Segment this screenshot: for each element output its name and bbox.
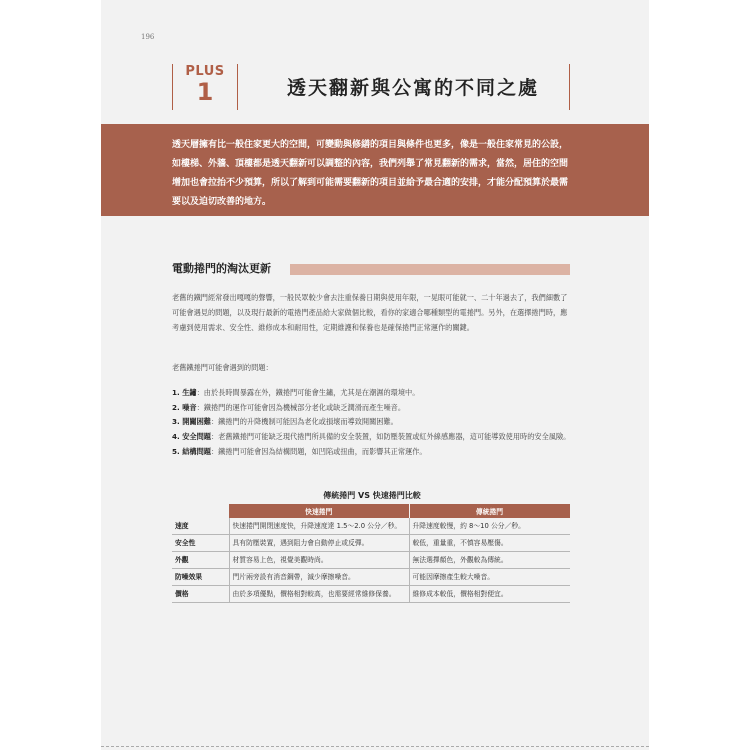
table-header-blank: [172, 504, 229, 518]
row-label: 防噪效果: [172, 569, 229, 586]
table-row: [172, 518, 570, 535]
plus-label: PLUS: [185, 64, 225, 79]
fast-cell: 門片兩旁設有消音鋼帶，減少摩擦噪音。: [229, 569, 409, 586]
title-divider: [569, 64, 570, 110]
row-label: 速度: [172, 518, 229, 535]
table-header-traditional: 傳統捲門: [409, 504, 570, 518]
table-row: [172, 569, 570, 586]
book-page: [101, 0, 649, 750]
fast-cell: 快速捲門開閉速度快，升降速度達 1.5～2.0 公分／秒。: [229, 518, 409, 535]
problem-label: 4. 安全問題: [172, 432, 211, 442]
chapter-title: 透天翻新與公寓的不同之處: [287, 77, 540, 99]
section-title: 電動捲門的淘汰更新: [172, 262, 271, 275]
page-bottom-edge: [101, 744, 649, 747]
list-item: [172, 415, 572, 430]
row-label: 安全性: [172, 535, 229, 552]
list-item: [172, 430, 572, 445]
table-header-row: [172, 504, 570, 518]
table-row: [172, 552, 570, 569]
table-row: [172, 535, 570, 552]
problem-text: ：老舊鐵捲門可能缺乏現代捲門所具備的安全裝置，如防壓裝置或紅外線感應器，這可能導致使用時的安全風險。: [210, 432, 571, 442]
problem-text: ：鐵捲門的運作可能會因為機械部分老化或缺乏潤滑而產生噪音。: [196, 402, 406, 412]
list-item: [172, 445, 572, 460]
table-row: [172, 586, 570, 603]
problem-text: ：鐵捲門可能會因為結構問題，如凹陷或扭曲，而影響其正常運作。: [210, 446, 427, 456]
section-paragraph-2: 老舊鐵捲門可能會遇到的問題：: [172, 363, 273, 372]
problem-text: ：由於長時間暴露在外，鐵捲門可能會生鏽，尤其是在潮濕的環境中。: [196, 388, 420, 397]
problem-label: 5. 結構問題: [172, 446, 211, 456]
list-item: [172, 386, 572, 401]
row-label: 價格: [172, 586, 229, 603]
fast-cell: 具有防壓裝置，遇到阻力會自動停止或反彈。: [229, 535, 409, 552]
problem-label: 2. 噪音: [172, 402, 197, 412]
comparison-table: [172, 504, 571, 603]
fast-cell: 由於多項優點，價格相對較高，也需要經常維修保養。: [229, 586, 409, 603]
plus-number: 1: [196, 78, 214, 106]
traditional-cell: 較低，重量重，不慎容易壓傷。: [409, 535, 570, 552]
problem-label: 3. 開關困難: [172, 417, 211, 427]
intro-text: 透天層擁有比一般住家更大的空間，可變動與修繕的項目與條件也更多，像是一般住家常見的公設，如樓梯、外牆、頂樓都是透天翻新可以調整的內容，我們列舉了常見翻新的需求，當然，居住的空間增加也會拉抬不少預算，所以了解到可能需要翻新的項目並給予最合適的安排，才能分配預算於最需要以及迫切改善的地方。: [172, 140, 569, 207]
plus-badge: [172, 64, 238, 110]
comparison-table-title: 傳統捲門 VS 快速捲門比較: [323, 491, 421, 500]
table-header-fast: 快速捲門: [229, 504, 409, 518]
row-label: 外觀: [172, 552, 229, 569]
problem-label: 1. 生鏽: [172, 388, 197, 397]
problem-list: [172, 386, 572, 460]
traditional-cell: 可能因摩擦產生較大噪音。: [409, 569, 570, 586]
fast-cell: 材質容易上色，視覺美觀時尚。: [229, 552, 409, 569]
problem-text: ：鐵捲門的升降機制可能因為老化或損壞而導致開關困難。: [210, 417, 398, 427]
traditional-cell: 升降速度較慢，約 8～10 公分／秒。: [409, 518, 570, 535]
list-item: [172, 401, 572, 416]
traditional-cell: 維修成本較低，價格相對便宜。: [409, 586, 570, 603]
page-number: 196: [141, 33, 155, 41]
section-title-bar: [290, 264, 570, 275]
traditional-cell: 無法選擇顏色，外觀較為傳統。: [409, 552, 570, 569]
section-heading: [172, 262, 570, 276]
section-paragraph-1: 老舊的鐵門經常發出嘎嘎的聲響，一般民眾較少會去注重保養日期與使用年限，一晃眼可能就一、二十年過去了，我們細數了可能會遇見的問題，以及現行最新的電捲門產品給大家做個比較，看你的家適合哪種類型的電捲門。另外，在選擇捲門時，應考慮到使用需求、安全性、維修成本和耐用性，定期維護和保養也是確保捲門正常運作的關鍵。: [172, 293, 568, 332]
